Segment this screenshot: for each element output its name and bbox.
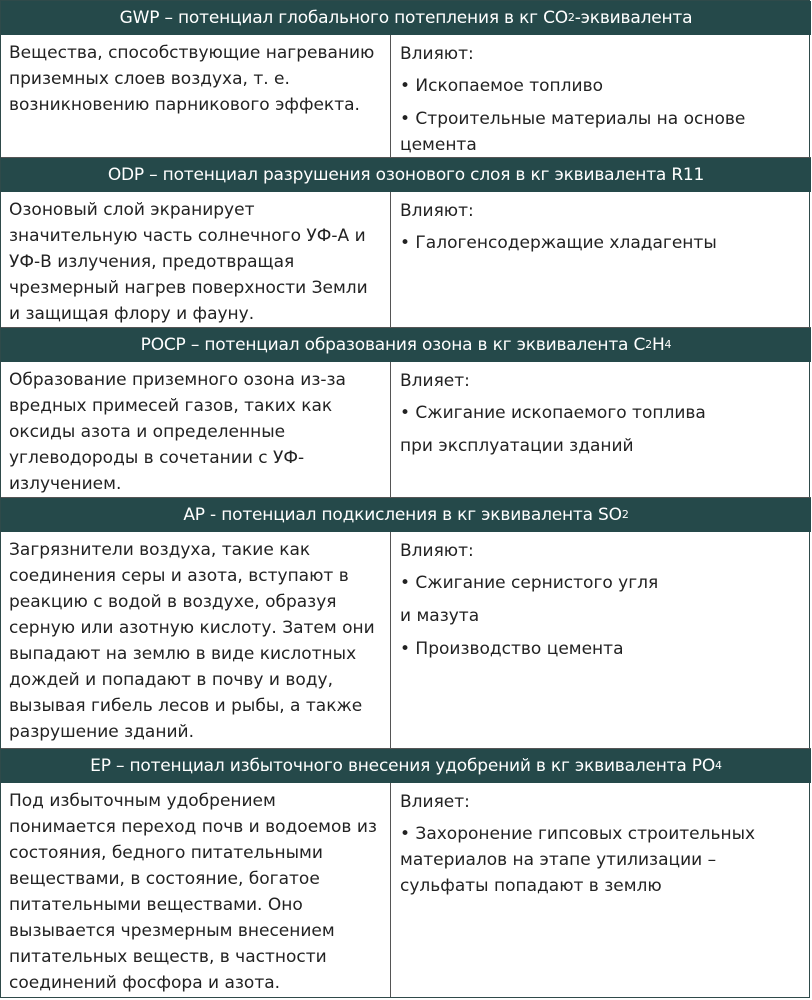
header-text: AP - потенциал подкисления в кг эквивалента SO [183, 505, 622, 525]
impact-item: • Строительные материалы на основе цемента [400, 109, 746, 155]
section-row-gwp [1, 35, 811, 158]
section-row-ep [1, 783, 811, 997]
header-text: GWP – потенциал глобального потепления в кг CO [119, 8, 568, 28]
impact-item: • Производство цемента [400, 639, 624, 659]
section-header-ap: AP - потенциал подкисления в кг эквивалента SO 2 [1, 498, 811, 532]
description-cell: Вещества, способствующие нагреванию приземных слоев воздуха, т. е. возникновению парникового эффекта. [1, 35, 391, 157]
section-header-ep: EP – потенциал избыточного внесения удобрений в кг эквивалента PO 4 [1, 749, 811, 783]
impact-cell [391, 35, 811, 157]
impact-item: • Захоронение гипсовых строительных материалов на этапе утилизации – сульфаты попадают в землю [400, 824, 756, 896]
impact-item: • Сжигание сернистого угля [400, 573, 659, 593]
header-text: ODP – потенциал разрушения озонового слоя в кг эквивалента R11 [107, 165, 705, 185]
section-row-odp [1, 192, 811, 328]
header-text: POCP – потенциал образования озона в кг эквивалента C [140, 335, 646, 355]
section-row-pocp [1, 362, 811, 498]
section-row-ap [1, 532, 811, 749]
impact-item: • Сжигание ископаемого топлива [400, 403, 706, 423]
impact-item: при эксплуатации зданий [400, 436, 634, 456]
impact-item: и мазута [400, 606, 480, 626]
description-cell: Загрязнители воздуха, такие как соединения серы и азота, вступают в реакцию с водой в воздухе, образуя серную или азотную кислоту. Затем они выпадают на землю в виде кислотных дождей и попадают в почву и воду, вызывая гибель лесов и рыбы, а также разрушение зданий. [1, 532, 391, 748]
impact-item: • Ископаемое топливо [400, 76, 603, 96]
impact-cell [391, 192, 811, 327]
impact-label: Влияют: [400, 44, 474, 64]
impact-item: • Галогенсодержащие хладагенты [400, 233, 717, 253]
impact-cell [391, 532, 811, 748]
impact-label: Влияют: [400, 201, 474, 221]
header-mid: H [651, 335, 665, 355]
impact-label: Влияют: [400, 541, 474, 561]
section-header-odp [1, 158, 811, 192]
impact-cell [391, 783, 811, 997]
impact-label: Влияет: [400, 792, 470, 812]
section-header-gwp: GWP – потенциал глобального потепления в кг CO 2 -эквивалента [1, 1, 811, 35]
impact-label: Влияет: [400, 371, 470, 391]
description-cell: Образование приземного озона из-за вредных примесей газов, таких как оксиды азота и определенные углеводороды в сочетании с УФ-излучением. [1, 362, 391, 497]
description-cell: Под избыточным удобрением понимается переход почв и водоемов из состояния, бедного питательными веществами, в состояние, богатое питательными веществами. Оно вызывается чрезмерным внесением питательных веществ, в частности соединений фосфора и азота. [1, 783, 391, 997]
impact-cell [391, 362, 811, 497]
description-cell: Озоновый слой экранирует значительную часть солнечного УФ-A и УФ-B излучения, предотвращая чрезмерный нагрев поверхности Земли и защищая флору и фауну. [1, 192, 391, 327]
header-text: EP – потенциал избыточного внесения удобрений в кг эквивалента PO [90, 756, 716, 776]
header-suffix: -эквивалента [574, 8, 693, 28]
section-header-pocp: POCP – потенциал образования озона в кг эквивалента C 2 H 4 [1, 328, 811, 362]
